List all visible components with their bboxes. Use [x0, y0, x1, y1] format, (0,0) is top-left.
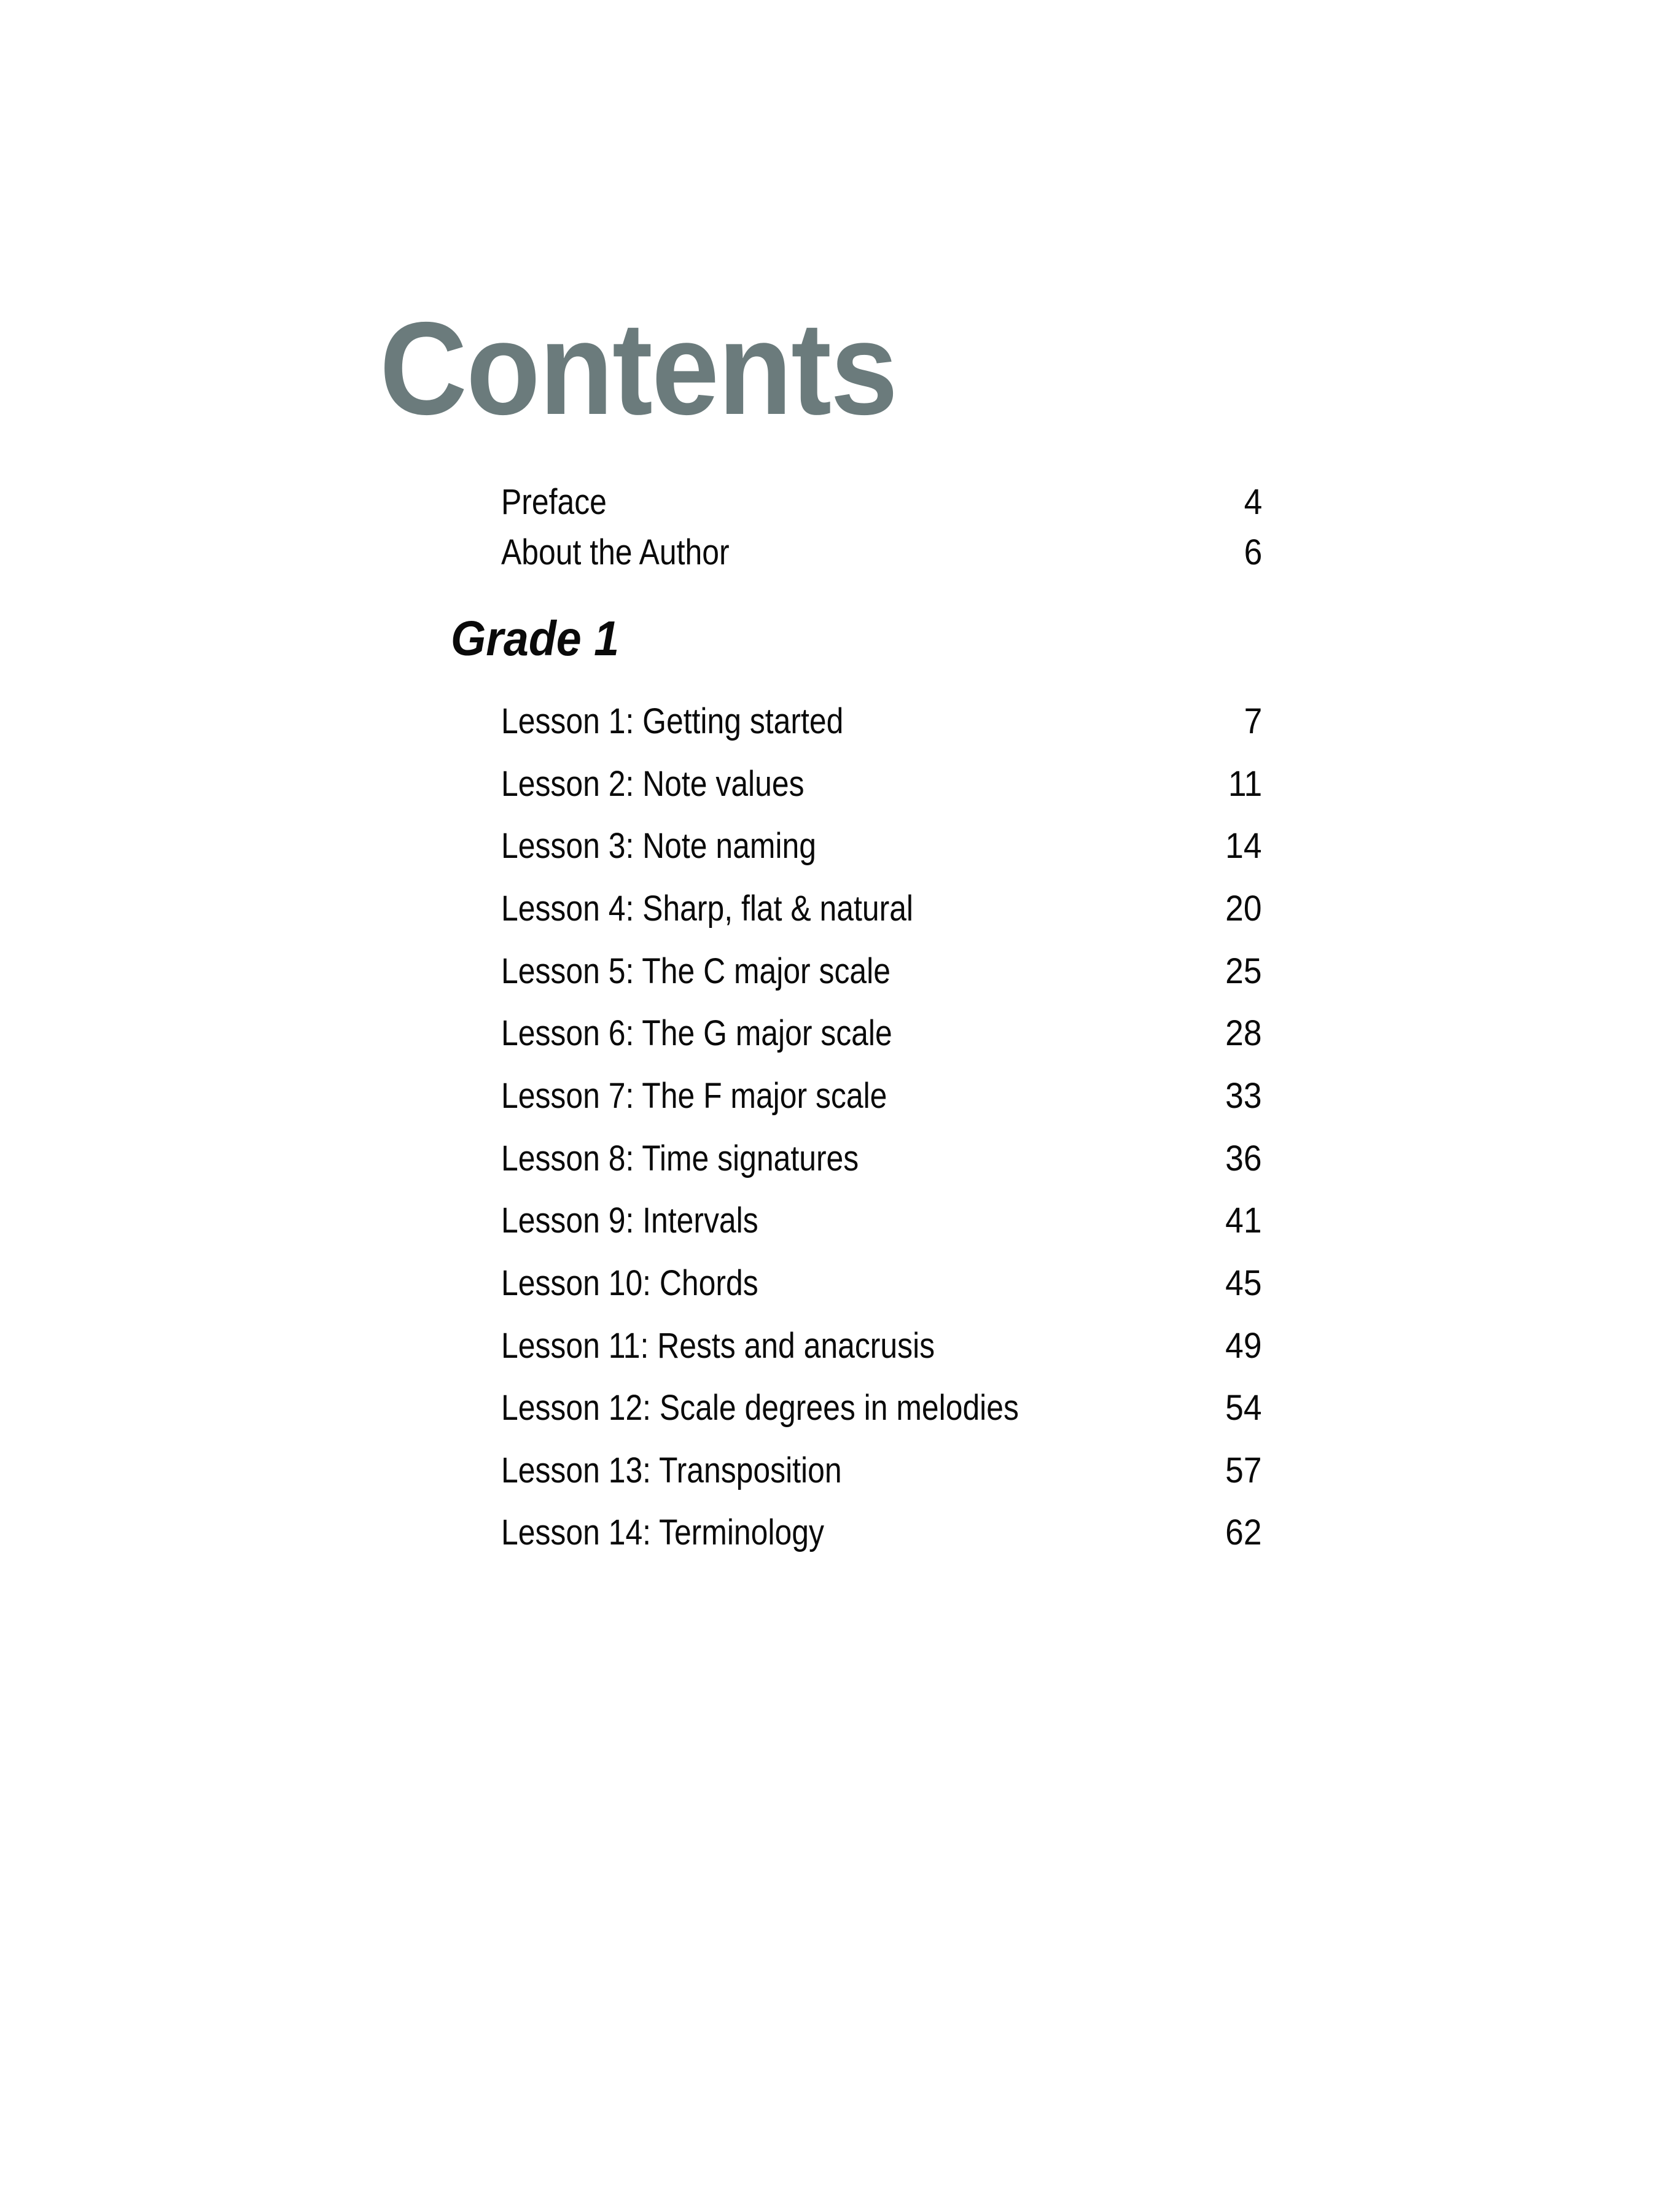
toc-entry-lesson-9[interactable]	[501, 1196, 1262, 1245]
toc-entry-lesson-4[interactable]	[501, 884, 1262, 933]
toc-entry-label: Lesson 7: The F major scale	[501, 1076, 887, 1116]
toc-entry-page-number: 14	[1225, 826, 1262, 866]
toc-entry-label: Lesson 14: Terminology	[501, 1513, 824, 1552]
toc-entry-label: Lesson 12: Scale degrees in melodies	[501, 1388, 1019, 1428]
toc-entry-page-number: 57	[1225, 1451, 1262, 1490]
page-title: Contents	[380, 294, 897, 442]
toc-entry-lesson-13[interactable]	[501, 1446, 1262, 1495]
toc-entry-label: Lesson 11: Rests and anacrusis	[501, 1326, 935, 1366]
toc-entry-lesson-14[interactable]	[501, 1508, 1262, 1557]
toc-entry-label: Lesson 3: Note naming	[501, 826, 816, 866]
toc-entry-label: About the Author	[501, 532, 730, 572]
toc-entry-label: Lesson 1: Getting started	[501, 701, 844, 741]
toc-entry-label: Lesson 13: Transposition	[501, 1451, 842, 1490]
toc-entry-label: Lesson 10: Chords	[501, 1263, 758, 1303]
toc-entry-lesson-8[interactable]	[501, 1134, 1262, 1183]
toc-entry-about-the-author[interactable]	[501, 528, 1262, 577]
toc-entry-page-number: 7	[1244, 701, 1262, 741]
toc-entry-label: Lesson 4: Sharp, flat & natural	[501, 889, 914, 929]
toc-entry-preface[interactable]	[501, 478, 1262, 527]
toc-entry-lesson-10[interactable]	[501, 1259, 1262, 1308]
toc-entry-page-number: 49	[1225, 1326, 1262, 1366]
toc-entry-lesson-11[interactable]	[501, 1322, 1262, 1371]
toc-entry-label: Lesson 9: Intervals	[501, 1201, 758, 1240]
toc-entry-page-number: 45	[1225, 1263, 1262, 1303]
toc-entry-page-number: 11	[1228, 764, 1262, 804]
toc-entry-page-number: 25	[1225, 951, 1262, 991]
toc-entry-page-number: 28	[1225, 1013, 1262, 1053]
toc-entry-lesson-3[interactable]	[501, 822, 1262, 871]
toc-entry-page-number: 33	[1225, 1076, 1262, 1116]
toc-entry-label: Lesson 6: The G major scale	[501, 1013, 892, 1053]
toc-entry-label: Lesson 5: The C major scale	[501, 951, 891, 991]
toc-entry-page-number: 20	[1225, 889, 1262, 929]
toc-entry-lesson-2[interactable]	[501, 760, 1262, 809]
toc-entry-lesson-7[interactable]	[501, 1072, 1262, 1121]
toc-entry-lesson-5[interactable]	[501, 947, 1262, 996]
toc-entry-page-number: 41	[1225, 1201, 1262, 1240]
toc-entry-page-number: 54	[1225, 1388, 1262, 1428]
toc-entry-page-number: 4	[1244, 482, 1262, 522]
toc-entry-page-number: 62	[1225, 1513, 1262, 1552]
toc-entry-lesson-1[interactable]	[501, 697, 1262, 746]
toc-entry-page-number: 6	[1244, 532, 1262, 572]
toc-entry-lesson-12[interactable]	[501, 1384, 1262, 1433]
toc-entry-page-number: 36	[1225, 1139, 1262, 1178]
toc-entry-lesson-6[interactable]	[501, 1009, 1262, 1058]
toc-entry-label: Lesson 2: Note values	[501, 764, 805, 804]
section-heading-grade-1: Grade 1	[451, 611, 620, 666]
toc-entry-label: Preface	[501, 482, 607, 522]
toc-entry-label: Lesson 8: Time signatures	[501, 1139, 859, 1178]
